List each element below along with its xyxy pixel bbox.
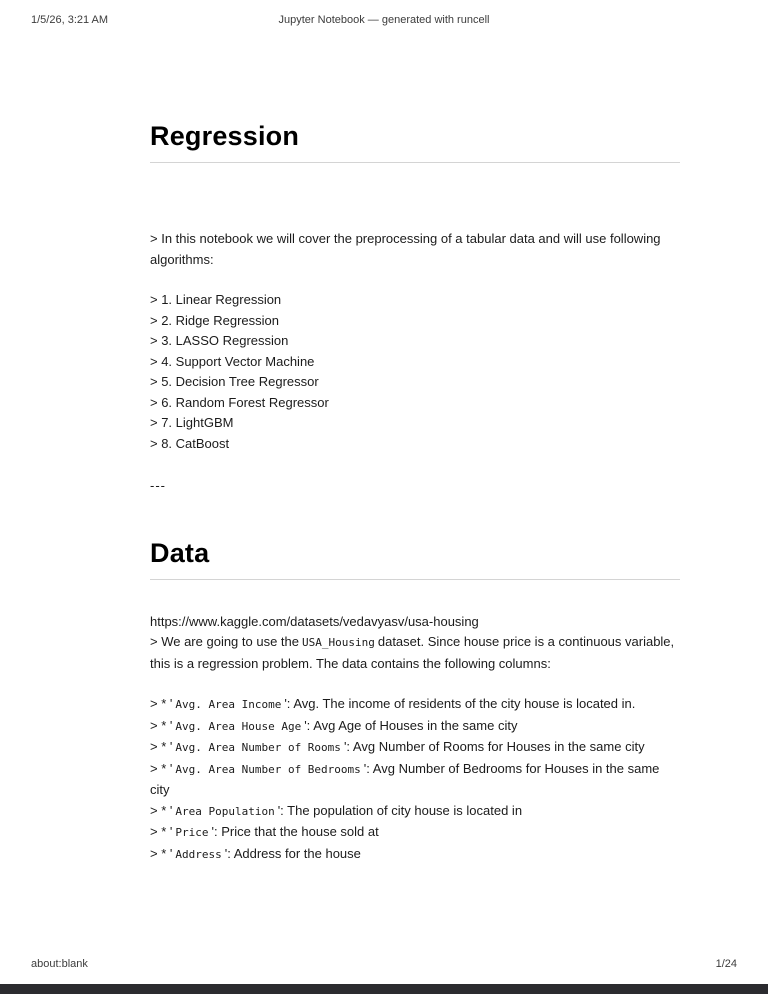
text-run: > * ' — [150, 845, 173, 861]
markdown-divider: --- — [150, 478, 166, 493]
regression-heading: Regression — [150, 121, 300, 151]
inline-code: Avg. Area House Age — [175, 719, 302, 733]
inline-code: Area Population — [175, 804, 275, 818]
text-run: > * ' — [150, 824, 173, 839]
column-item — [150, 759, 680, 801]
column-item — [150, 844, 680, 866]
algorithm-item: > 3. LASSO Regression — [150, 333, 289, 348]
column-item — [150, 716, 680, 738]
algorithm-item: > 5. Decision Tree Regressor — [150, 374, 319, 389]
column-item — [150, 737, 680, 759]
text-run: dataset. Since house price is a continuous variable, this is a regression problem. The data contains the following columns: — [150, 634, 675, 671]
print-title: Jupyter Notebook — generated with runcell — [278, 14, 490, 26]
text-run: > * ' — [150, 696, 173, 711]
regression-section-rule — [150, 162, 680, 163]
data-section-rule — [150, 579, 680, 580]
print-datetime: 1/5/26, 3:21 AM — [31, 14, 109, 26]
column-item — [150, 822, 680, 844]
column-item — [150, 694, 680, 716]
text-run: ': Avg Number of Bedrooms for Houses in the same city — [150, 760, 660, 797]
text-run: > * ' — [150, 739, 173, 754]
inline-code: USA_Housing — [302, 636, 375, 649]
dataset-description — [150, 632, 680, 674]
text-run: ': Avg Number of Rooms for Houses in the same city — [343, 739, 645, 754]
footer-url: about:blank — [31, 958, 88, 970]
dataset-intro-block — [150, 612, 680, 675]
text-run: ': Address for the house — [224, 845, 361, 861]
algorithm-item: > 6. Random Forest Regressor — [150, 394, 329, 410]
inline-code: Avg. Area Income — [175, 698, 282, 711]
kaggle-dataset-url: https://www.kaggle.com/datasets/vedavyasv/usa-housing — [150, 613, 479, 629]
inline-code: Address — [175, 847, 222, 861]
print-footer — [31, 958, 737, 972]
inline-code: Avg. Area Number of Rooms — [175, 741, 341, 754]
algorithm-item: > 8. CatBoost — [150, 435, 230, 451]
text-run: > * ' — [150, 760, 173, 776]
column-item — [150, 801, 680, 823]
inline-code: Avg. Area Number of Bedrooms — [175, 762, 361, 776]
text-run: ': The population of city house is located in — [277, 802, 523, 818]
text-run: > * ' — [150, 802, 173, 818]
footer-page-number: 1/24 — [715, 958, 737, 970]
column-list — [150, 694, 680, 865]
algorithm-list — [150, 290, 680, 454]
data-heading: Data — [150, 537, 210, 568]
notebook-content — [150, 0, 680, 865]
intro-paragraph: > In this notebook we will cover the preprocessing of a tabular data and will use following algorithms: — [150, 231, 661, 267]
text-run: ': Avg Age of Houses in the same city — [304, 717, 518, 733]
algorithm-item: > 2. Ridge Regression — [150, 312, 279, 328]
text-run: > * ' — [150, 717, 173, 733]
algorithm-item: > 1. Linear Regression — [150, 292, 282, 307]
text-run: ': Avg. The income of residents of the city house is located in. — [284, 696, 636, 711]
inline-code: Price — [175, 826, 209, 839]
algorithm-item: > 7. LightGBM — [150, 415, 234, 430]
algorithm-item: > 4. Support Vector Machine — [150, 353, 315, 369]
text-run: ': Price that the house sold at — [211, 824, 379, 839]
text-run: > We are going to use the — [150, 634, 299, 649]
viewport-edge-bar — [0, 984, 768, 994]
